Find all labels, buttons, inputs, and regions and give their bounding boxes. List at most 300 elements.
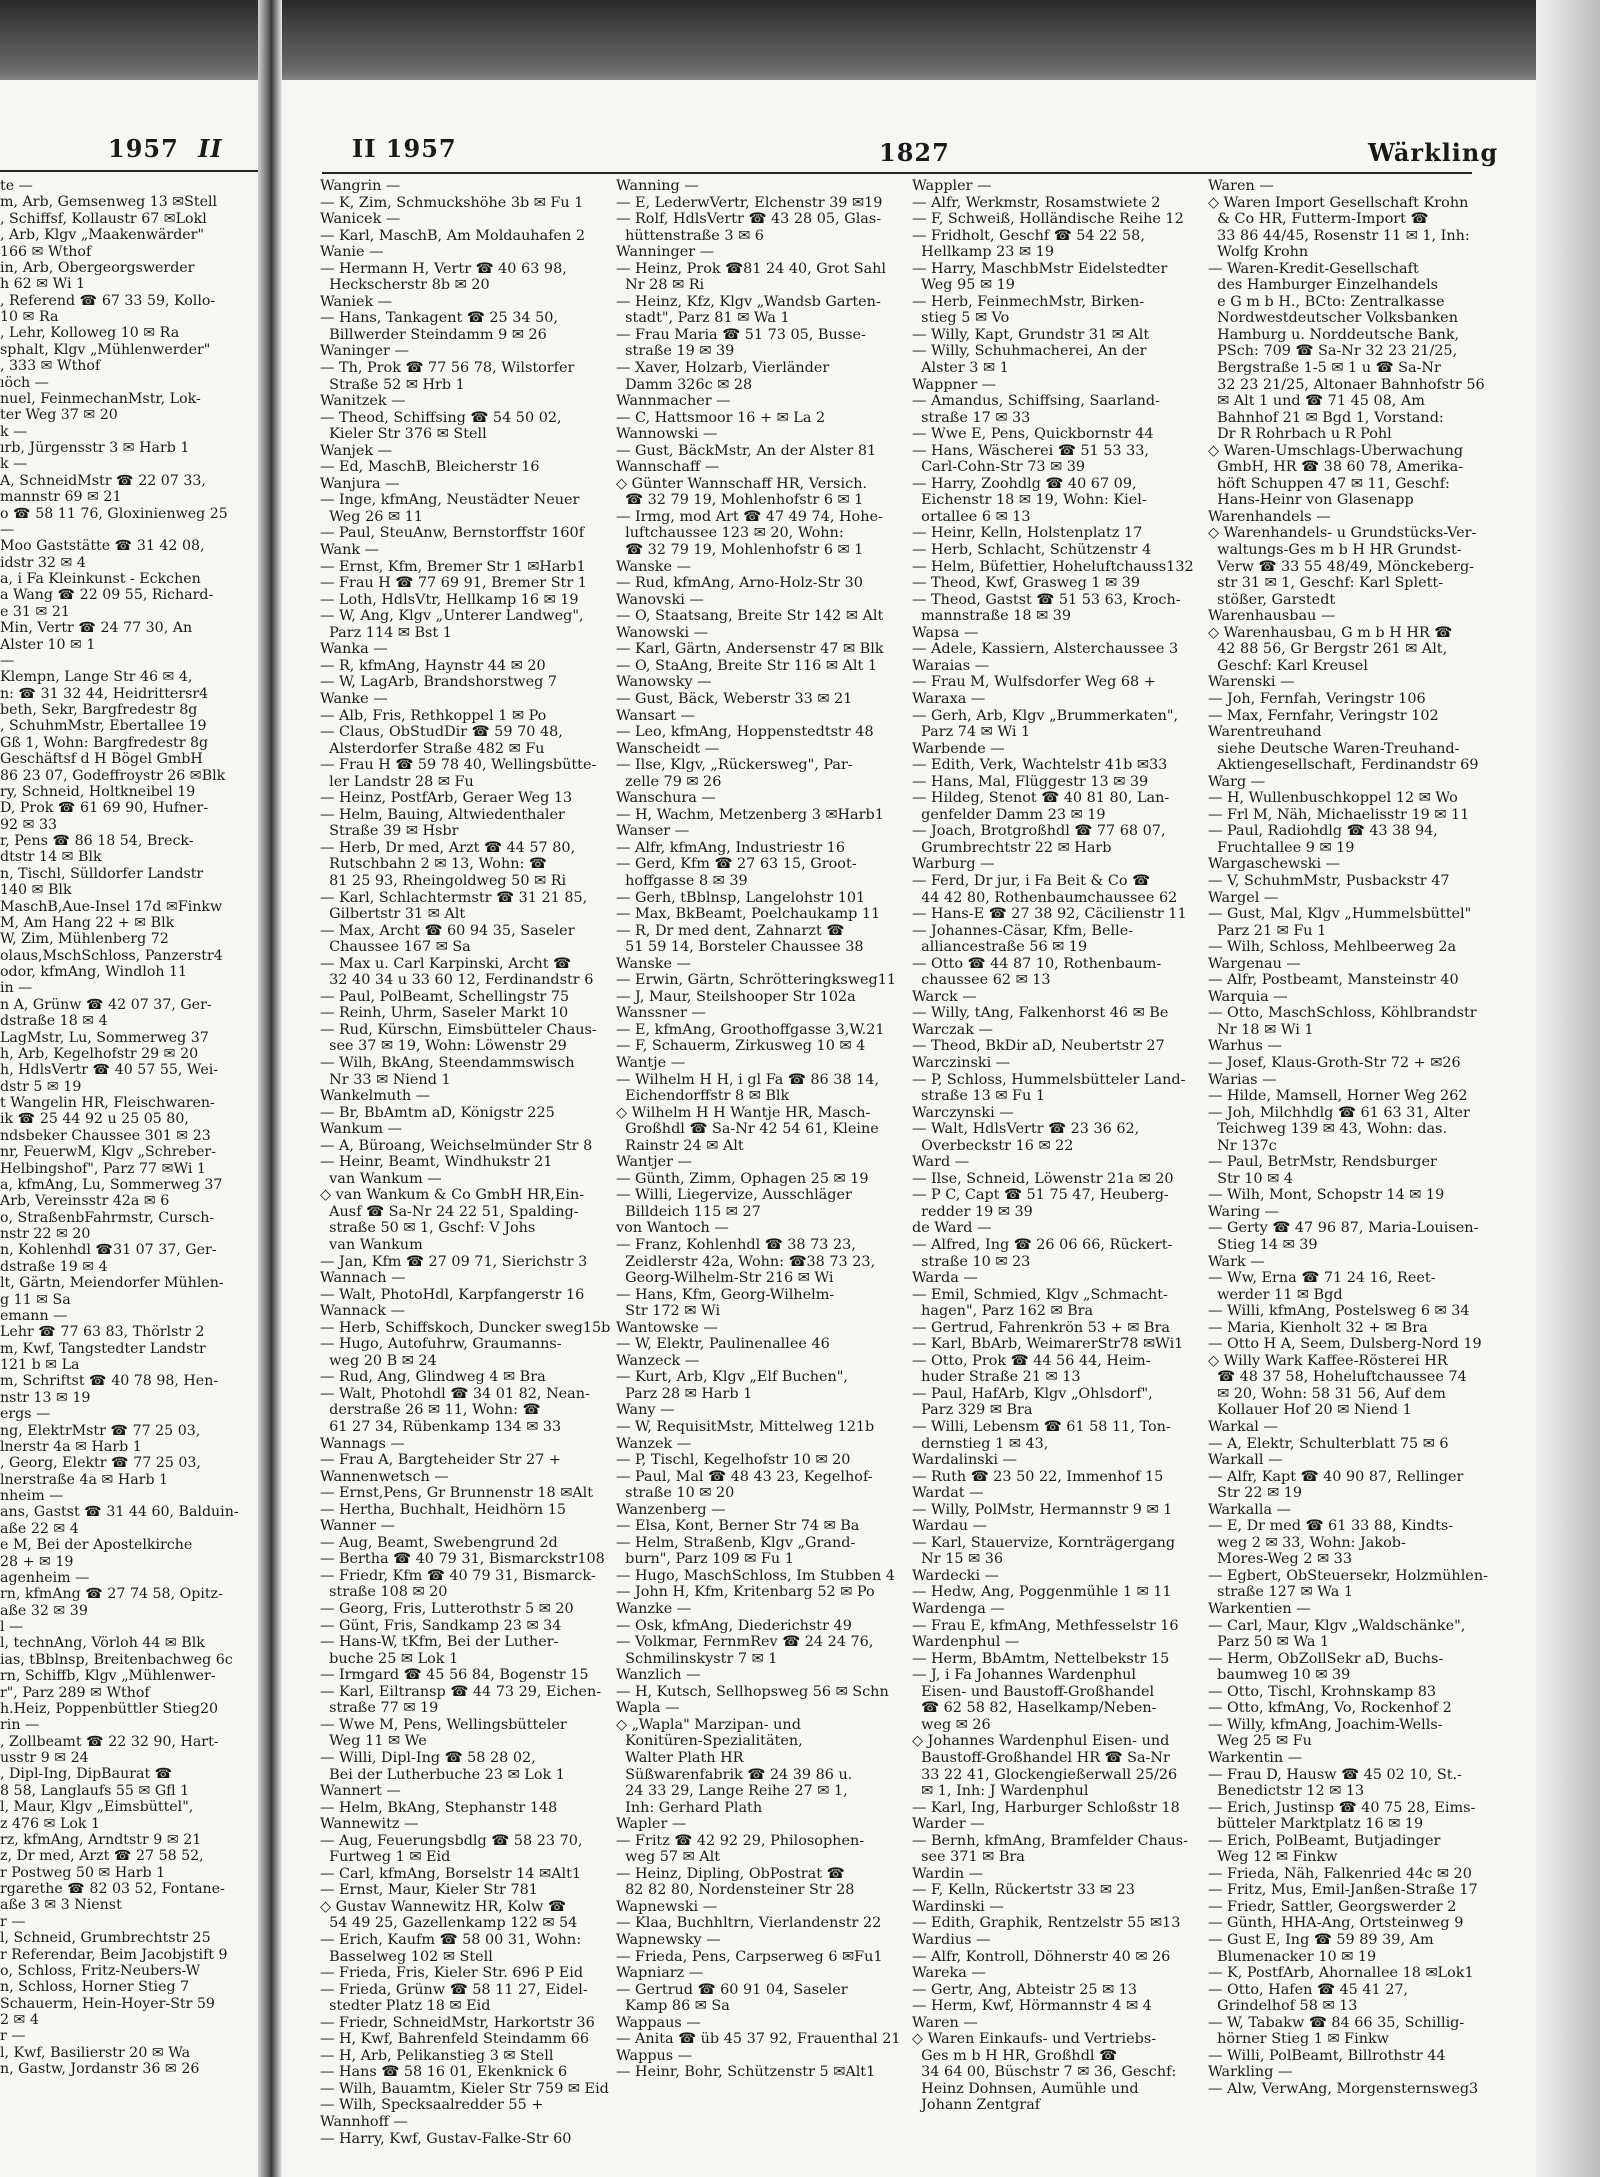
directory-entry-line: h.Heiz, Poppenbüttler Stieg20 — [0, 1700, 218, 1717]
surname-heading: ıöch — — [0, 374, 49, 391]
surname-heading: Warder — — [912, 1816, 985, 1833]
directory-entry-line: — Johannes-Cäsar, Kfm, Belle- — [912, 922, 1134, 939]
directory-entry-line: — H, Kwf, Bahrenfeld Steindamm 66 — [320, 2031, 590, 2048]
directory-entry-line: Parz 21 ✉ Fu 1 — [1208, 922, 1327, 939]
directory-entry-line: — Elsa, Kont, Berner Str 74 ✉ Ba — [616, 1518, 860, 1535]
surname-heading: Wanzlich — — [616, 1667, 701, 1684]
directory-entry-line: — Wilh, Mont, Schopstr 14 ✉ 19 — [1208, 1187, 1445, 1204]
directory-entry-line: — Walt, Photohdl ☎ 34 01 82, Nean- — [320, 1385, 590, 1402]
directory-entry-line: ◇ Günter Wannschaff HR, Versich. — [616, 475, 868, 492]
directory-entry-line: Konitüren-Spezialitäten, — [616, 1733, 803, 1750]
surname-heading: Warenski — — [1208, 674, 1295, 691]
directory-entry-line: 28 + ✉ 19 — [0, 1553, 74, 1570]
directory-entry-line: — Wilh, BkAng, Steendammswisch — [320, 1054, 575, 1071]
directory-entry-line: Klempn, Lange Str 46 ✉ 4, — [0, 669, 193, 686]
surname-heading: Wanzke — — [616, 1601, 692, 1618]
directory-entry-line: nstr 13 ✉ 19 — [0, 1389, 91, 1406]
left-header-rule — [0, 170, 258, 172]
directory-entry-line: — Kurt, Arb, Klgv „Elf Buchen", — [616, 1369, 848, 1386]
directory-entry-line: Schmilinskystr 7 ✉ 1 — [616, 1650, 778, 1667]
directory-entry-line: Hamburg u. Norddeutsche Bank, — [1208, 326, 1460, 343]
directory-entry-line: bütteler Marktplatz 16 ✉ 19 — [1208, 1816, 1424, 1833]
directory-entry-line: — Ww, Erna ☎ 71 24 16, Reet- — [1208, 1270, 1436, 1287]
directory-entry-line: aße 22 ✉ 4 — [0, 1520, 79, 1537]
directory-entry-line: 10 ✉ Ra — [0, 309, 59, 325]
surname-heading: emann — — [0, 1307, 68, 1324]
directory-entry-line: — Friedr, SchneidMstr, Harkortstr 36 — [320, 2014, 595, 2031]
directory-entry-line: Overbeckstr 16 ✉ 22 — [912, 1137, 1074, 1154]
directory-entry-line: Dr R Rohrbach u R Pohl — [1208, 426, 1392, 443]
directory-entry-line: o, Schloss, Fritz-Neubers-W — [0, 1962, 201, 1979]
book-right-edge — [1536, 0, 1600, 2177]
directory-entry-line: — Hildeg, Stenot ☎ 40 81 80, Lan- — [912, 790, 1170, 807]
surname-heading: von Wantoch — — [616, 1220, 729, 1237]
surname-heading: Wanscheidt — — [616, 740, 720, 757]
directory-entry-line: Grumbrechtstr 22 ✉ Harb — [912, 839, 1112, 856]
surname-heading: Wanner — — [320, 1518, 396, 1535]
directory-entry-line: , SchuhmMstr, Ebertallee 19 — [0, 718, 207, 735]
directory-entry-line: 42 88 56, Gr Bergstr 261 ✉ Alt, — [1208, 641, 1448, 658]
directory-entry-line: Eisen- und Baustoff-Großhandel — [912, 1683, 1155, 1700]
left-page-column — [0, 178, 252, 2078]
directory-entry-line: — Herb, Schlacht, Schützenstr 4 — [912, 542, 1152, 559]
directory-entry-line: Warentreuhand — [1208, 724, 1322, 741]
surname-heading: agenheim — — [0, 1569, 90, 1586]
directory-entry-line: höft Schuppen 47 ✉ 11, Geschf: — [1208, 475, 1450, 492]
directory-entry-line: e G m b H., BCto: Zentralkasse — [1208, 293, 1445, 310]
directory-entry-line: — Friedr, Kfm ☎ 40 79 31, Bismarck- — [320, 1567, 596, 1584]
surname-heading: Wanowsky — — [616, 674, 712, 691]
surname-heading: Wardinski — — [912, 1898, 1004, 1915]
directory-entry-line: — Hans-W, tKfm, Bei der Luther- — [320, 1634, 559, 1651]
directory-entry-line: l, Schneid, Grumbrechtstr 25 — [0, 1930, 211, 1947]
surname-heading: Warkal — — [1208, 1419, 1278, 1436]
directory-entry-line: — Leo, kfmAng, Hoppenstedtstr 48 — [616, 724, 874, 741]
directory-entry-line: — Karl, Stauervize, Kornträgergang — [912, 1534, 1176, 1551]
directory-entry-line: — Alfr, Kapt ☎ 40 90 87, Rellinger — [1208, 1468, 1464, 1485]
surname-heading: Wannmacher — — [616, 393, 731, 410]
directory-entry-line: — Wilhelm H H, i gl Fa ☎ 86 38 14, — [616, 1071, 880, 1088]
directory-entry-line: — Otto, Tischl, Krohnskamp 83 — [1208, 1683, 1437, 1700]
directory-entry-line: ik ☎ 25 44 92 u 25 05 80, — [0, 1111, 189, 1128]
directory-entry-line: Ausf ☎ Sa-Nr 24 22 51, Spalding- — [320, 1203, 579, 1220]
directory-entry-line: — Egbert, ObSteuersekr, Holzmühlen- — [1208, 1567, 1488, 1584]
directory-entry-line: aße 3 ✉ 3 Nienst — [0, 1897, 122, 1914]
directory-entry-line: — Hermann H, Vertr ☎ 40 63 98, — [320, 260, 567, 277]
surname-heading: te — — [0, 178, 33, 194]
directory-entry-line: ✉ 20, Wohn: 58 31 56, Auf dem — [1208, 1385, 1446, 1402]
directory-entry-line: Alsterdorfer Straße 482 ✉ Fu — [320, 740, 545, 757]
directory-entry-line: rn, Schiffb, Klgv „Mühlenwer- — [0, 1668, 216, 1685]
directory-entry-line: — Fridholt, Geschf ☎ 54 22 58, — [912, 227, 1145, 244]
directory-entry-line: Nr 137c — [1208, 1137, 1277, 1154]
directory-entry-line: Zeidlerstr 42a, Wohn: ☎38 73 23, — [616, 1253, 876, 1270]
directory-entry-line: ias, tBblnsp, Breitenbachweg 6c — [0, 1651, 233, 1668]
surname-heading: Wanschura — — [616, 790, 716, 807]
directory-entry-line: Kollauer Hof 20 ✉ Niend 1 — [1208, 1402, 1412, 1419]
directory-entry-line: Hellkamp 23 ✉ 19 — [912, 244, 1054, 261]
directory-entry-line: Geschf: Karl Kreusel — [1208, 657, 1368, 674]
directory-entry-line: — Alfr, Kontroll, Döhnerstr 40 ✉ 26 — [912, 1948, 1171, 1965]
directory-entry-line: — Willi, PolBeamt, Billrothstr 44 — [1208, 2047, 1446, 2064]
directory-entry-line: r Referendar, Beim Jacobjstift 9 — [0, 1946, 228, 1963]
directory-entry-line: ◇ van Wankum & Co GmbH HR,Ein- — [320, 1187, 585, 1204]
directory-entry-line: ◇ Waren Import Gesellschaft Krohn — [1208, 194, 1469, 211]
directory-entry-line: — Klaa, Buchhltrn, Vierlandenstr 22 — [616, 1915, 882, 1932]
directory-entry-line: — Th, Prok ☎ 77 56 78, Wilstorfer — [320, 360, 575, 377]
directory-entry-line: Damm 326c ✉ 28 — [616, 376, 753, 393]
directory-entry-line: 33 86 44/45, Rosenstr 11 ✉ 1, Inh: — [1208, 227, 1470, 244]
directory-entry-line: Blumenacker 10 ✉ 19 — [1208, 1948, 1377, 1965]
directory-entry-line: Alster 3 ✉ 1 — [912, 360, 1009, 377]
directory-entry-line: 140 ✉ Blk — [0, 882, 72, 899]
surname-heading: Wappler — — [912, 178, 992, 194]
directory-entry-line: — J, Maur, Steilshooper Str 102a — [616, 988, 856, 1005]
directory-entry-line: — Ernst, Maur, Kieler Str 781 — [320, 1882, 538, 1899]
directory-entry-line: Weg 26 ✉ 11 — [320, 508, 423, 525]
surname-heading: Wappner — — [912, 376, 997, 393]
surname-heading: Wany — — [616, 1402, 675, 1419]
surname-heading: Wanie — — [320, 244, 384, 261]
directory-entry-line: Verw ☎ 33 55 48/49, Mönckeberg- — [1208, 558, 1475, 575]
directory-entry-line: — Anita ☎ üb 45 37 92, Frauenthal 21 — [616, 2031, 901, 2048]
directory-entry-line: — Paul, Radiohdlg ☎ 43 38 94, — [1208, 823, 1438, 840]
directory-entry-line: Rutschbahn 2 ✉ 13, Wohn: ☎ — [320, 856, 547, 873]
directory-entry-line: — Frl M, Näh, Michaelisstr 19 ✉ 11 — [1208, 806, 1470, 823]
directory-entry-line: straße 127 ✉ Wa 1 — [1208, 1584, 1354, 1601]
surname-heading: Wannack — — [320, 1303, 405, 1320]
directory-entry-line: e 31 ✉ 21 — [0, 603, 70, 620]
directory-entry-line: — Hugo, MaschSchloss, Im Stubben 4 — [616, 1567, 895, 1584]
surname-heading: Wargenau — — [1208, 955, 1301, 972]
directory-entry-line: — Xaver, Holzarb, Vierländer — [616, 360, 830, 377]
directory-entry-line: — Rud, Ang, Glindweg 4 ✉ Bra — [320, 1369, 546, 1386]
surname-heading: Wark — — [1208, 1253, 1265, 1270]
right-header-left: II 1957 — [352, 134, 457, 163]
directory-entry-line: — Heinr, Bohr, Schützenstr 5 ✉Alt1 — [616, 2064, 876, 2081]
directory-entry-line: 86 23 07, Godeffroystr 26 ✉Blk — [0, 767, 226, 784]
directory-entry-line: lnerstr 4a ✉ Harb 1 — [0, 1438, 142, 1455]
directory-entry-line: mannstraße 18 ✉ 39 — [912, 608, 1072, 625]
surname-heading: Wanke — — [320, 690, 388, 707]
directory-entry-line: — Willy, PolMstr, Hermannstr 9 ✉ 1 — [912, 1501, 1173, 1518]
directory-entry-line: — Bernh, kfmAng, Bramfelder Chaus- — [912, 1832, 1189, 1849]
directory-entry-line: PSch: 709 ☎ Sa-Nr 32 23 21/25, — [1208, 343, 1458, 360]
surname-heading: Warck — — [912, 988, 977, 1005]
directory-entry-line: Gilbertstr 31 ✉ Alt — [320, 906, 466, 923]
surname-heading: Wardenga — — [912, 1601, 1005, 1618]
directory-entry-line: weg 57 ✉ Alt — [616, 1849, 721, 1866]
directory-entry-line: — Willy, Schuhmacherei, An der — [912, 343, 1147, 360]
surname-heading: Waraias — — [912, 657, 990, 674]
directory-entry-line: — Heinz, Prok ☎81 24 40, Grot Sahl — [616, 260, 887, 277]
directory-entry-line: — Joh, Fernfah, Veringstr 106 — [1208, 690, 1426, 707]
directory-entry-line: ☎ 32 79 19, Mohlenhofstr 6 ✉ 1 — [616, 492, 864, 509]
directory-entry-line: Carl-Cohn-Str 73 ✉ 39 — [912, 459, 1086, 476]
directory-entry-line: — R, kfmAng, Haynstr 44 ✉ 20 — [320, 657, 546, 674]
directory-entry-line: dstraße 18 ✉ 4 — [0, 1013, 108, 1030]
directory-entry-line: ng, ElektrMstr ☎ 77 25 03, — [0, 1422, 201, 1439]
surname-heading: l — — [0, 1619, 24, 1635]
surname-heading: — — [0, 652, 15, 669]
directory-entry-line: — Frieda, Pens, Carpserweg 6 ✉Fu1 — [616, 1948, 883, 1965]
directory-entry-line: — Karl, Gärtn, Andersenstr 47 ✉ Blk — [616, 641, 884, 658]
directory-entry-line: 32 40 34 u 33 60 12, Ferdinandstr 6 — [320, 972, 594, 989]
directory-entry-line: Parz 28 ✉ Harb 1 — [616, 1385, 753, 1402]
directory-entry-line: Parz 114 ✉ Bst 1 — [320, 624, 452, 641]
directory-entry-line: n A, Grünw ☎ 42 07 37, Ger- — [0, 996, 212, 1013]
directory-entry-line: — Herb, FeinmechMstr, Birken- — [912, 293, 1145, 310]
surname-heading: Wannert — — [320, 1783, 401, 1800]
directory-entry-line: — Emil, Schmied, Klgv „Schmacht- — [912, 1286, 1168, 1303]
directory-entry-line: straße 10 ✉ 20 — [616, 1485, 735, 1502]
directory-entry-line: — Ernst, Kfm, Bremer Str 1 ✉Harb1 — [320, 558, 586, 575]
surname-heading: Wanzeck — — [616, 1352, 700, 1369]
directory-entry-line: nstr 22 ✉ 20 — [0, 1226, 91, 1242]
directory-entry-line: idstr 32 ✉ 4 — [0, 554, 86, 571]
directory-entry-line: huder Straße 21 ✉ 13 — [912, 1369, 1081, 1386]
directory-entry-line: Großhdl ☎ Sa-Nr 42 54 61, Kleine — [616, 1121, 879, 1138]
directory-entry-line: ☎ 48 37 58, Hoheluftchaussee 74 — [1208, 1369, 1467, 1386]
directory-entry-line: — Rud, Kürschn, Eimsbütteler Chaus- — [320, 1021, 597, 1038]
directory-entry-line: 44 42 80, Rothenbaumchaussee 62 — [912, 889, 1178, 906]
directory-entry-line: — Frau H ☎ 77 69 91, Bremer Str 1 — [320, 575, 587, 592]
surname-heading: Wanzenberg — — [616, 1501, 726, 1518]
directory-entry-line: 33 22 41, Glockengießerwall 25/26 — [912, 1766, 1178, 1783]
directory-entry-line: Ges m b H HR, Großhdl ☎ — [912, 2047, 1118, 2064]
directory-entry-line: — Walt, PhotoHdl, Karpfangerstr 16 — [320, 1286, 585, 1303]
directory-entry-line: — Georg, Fris, Lutterothstr 5 ✉ 20 — [320, 1601, 574, 1618]
directory-entry-line: straße 17 ✉ 33 — [912, 409, 1031, 426]
directory-entry-line: — Rolf, HdlsVertr ☎ 43 28 05, Glas- — [616, 211, 882, 228]
directory-entry-line: — Bertha ☎ 40 79 31, Bismarckstr108 — [320, 1551, 605, 1568]
directory-entry-line: dernstieg 1 ✉ 43, — [912, 1435, 1049, 1452]
directory-entry-line: — Herb, Schiffskoch, Duncker sweg15b — [320, 1319, 610, 1336]
directory-entry-line: r", Parz 289 ✉ Wthof — [0, 1684, 150, 1701]
left-page — [0, 80, 258, 2177]
directory-entry-line: — Herb, Dr med, Arzt ☎ 44 57 80, — [320, 839, 576, 856]
directory-entry-line: — W, Ang, Klgv „Unterer Landweg", — [320, 608, 584, 625]
directory-entry-line: buche 25 ✉ Lok 1 — [320, 1650, 459, 1667]
directory-entry-line: — Hilde, Mamsell, Horner Weg 262 — [1208, 1088, 1468, 1105]
directory-entry-line: Kamp 86 ✉ Sa — [616, 1998, 730, 2015]
surname-heading: Warkall — — [1208, 1452, 1283, 1469]
directory-entry-line: ☎ 32 79 19, Mohlenhofstr 6 ✉ 1 — [616, 542, 864, 559]
surname-heading: Wanske — — [616, 558, 691, 575]
directory-entry-line: — Joach, Brotgroßhdl ☎ 77 68 07, — [912, 823, 1166, 840]
directory-entry-line: o ☎ 58 11 76, Gloxinienweg 25 — [0, 505, 228, 522]
directory-entry-line: hüttenstraße 3 ✉ 6 — [616, 227, 764, 244]
directory-entry-line: Süßwarenfabrik ☎ 24 39 86 u. — [616, 1766, 853, 1783]
directory-entry-line: , Lehr, Kolloweg 10 ✉ Ra — [0, 325, 180, 342]
directory-entry-line: — Hugo, Autofuhrw, Graumanns- — [320, 1336, 562, 1353]
directory-entry-line: Eichendorffstr 8 ✉ Blk — [616, 1088, 790, 1105]
directory-entry-line: l, Kwf, Basilierstr 20 ✉ Wa — [0, 2044, 191, 2061]
directory-entry-line: Stieg 14 ✉ 39 — [1208, 1237, 1318, 1253]
directory-entry-line: van Wankum — [320, 1237, 423, 1253]
directory-entry-line: n, Kohlenhdl ☎31 07 37, Ger- — [0, 1242, 217, 1259]
directory-entry-line: — Josef, Klaus-Groth-Str 72 + ✉26 — [1208, 1054, 1461, 1071]
surname-heading: Wanka — — [320, 641, 388, 658]
directory-entry-line: — Gust, Mal, Klgv „Hummelsbüttel" — [1208, 906, 1472, 923]
directory-entry-line: — C, Hattsmoor 16 + ✉ La 2 — [616, 409, 826, 426]
surname-heading: Wardenphul — — [912, 1634, 1020, 1651]
directory-entry-line: z 476 ✉ Lok 1 — [0, 1815, 101, 1832]
directory-entry-line: — Otto, Hafen ☎ 45 41 27, — [1208, 1981, 1409, 1998]
directory-entry-line: genfelder Damm 23 ✉ 19 — [912, 806, 1106, 823]
directory-entry-line: — Alfred, Ing ☎ 26 06 66, Rückert- — [912, 1237, 1173, 1253]
directory-entry-line: Nr 18 ✉ Wi 1 — [1208, 1021, 1314, 1038]
surname-heading: Wapsa — — [912, 624, 979, 641]
directory-entry-line: & Co HR, Futterm-Import ☎ — [1208, 211, 1429, 228]
directory-entry-line: — Herm, ObZollSekr aD, Buchs- — [1208, 1650, 1444, 1667]
directory-entry-line: Wolfg Krohn — [1208, 244, 1309, 261]
surname-heading: Wansart — — [616, 707, 695, 724]
directory-entry-line: a, i Fa Kleinkunst - Eckchen — [0, 571, 201, 587]
surname-heading: Warczynski — — [912, 1104, 1014, 1121]
directory-entry-line: straße 10 ✉ 23 — [912, 1253, 1031, 1270]
directory-entry-line: — Günth, Zimm, Ophagen 25 ✉ 19 — [616, 1170, 869, 1187]
directory-entry-line: str 31 ✉ 1, Geschf: Karl Splett- — [1208, 575, 1444, 592]
surname-heading: Warenhausbau — — [1208, 608, 1336, 625]
directory-entry-line: — Carl, Maur, Klgv „Waldschänke", — [1208, 1617, 1466, 1634]
directory-entry-line: Nordwestdeutscher Volksbanken — [1208, 310, 1458, 327]
directory-entry-line: — Theod, Schiffsing ☎ 54 50 02, — [320, 409, 562, 426]
directory-entry-line: — Hans-E ☎ 27 38 92, Cäcilienstr 11 — [912, 906, 1187, 923]
directory-entry-line: — Claus, ObStudDir ☎ 59 70 48, — [320, 724, 563, 741]
surname-heading: Wannags — — [320, 1435, 405, 1452]
directory-entry-line: — Herm, BbAmtm, Nettelbekstr 15 — [912, 1650, 1170, 1667]
directory-entry-line: luftchaussee 123 ✉ 20, Wohn: — [616, 525, 844, 542]
left-header-volume: II — [198, 134, 223, 163]
directory-entry-line: odor, kfmAng, Windloh 11 — [0, 964, 188, 980]
directory-entry-line: — Frau D, Hausw ☎ 45 02 10, St.- — [1208, 1766, 1462, 1783]
directory-entry-line: o, StraßenbFahrmstr, Cursch- — [0, 1209, 215, 1226]
directory-entry-line: — Paul, Mal ☎ 48 43 23, Kegelhof- — [616, 1468, 873, 1485]
directory-entry-line: LagMstr, Lu, Sommerweg 37 — [0, 1029, 209, 1046]
directory-entry-line: — Alb, Fris, Rethkoppel 1 ✉ Po — [320, 707, 547, 724]
directory-entry-line: rgarethe ☎ 82 03 52, Fontane- — [0, 1881, 225, 1897]
surname-heading: Wardalinski — — [912, 1452, 1017, 1469]
directory-entry-line: Bei der Lutherbuche 23 ✉ Lok 1 — [320, 1766, 565, 1783]
directory-entry-line: ortallee 6 ✉ 13 — [912, 508, 1031, 525]
surname-heading: Wantjer — — [616, 1154, 692, 1171]
directory-entry-line: — Gertrud, Fahrenkrön 53 + ✉ Bra — [912, 1319, 1170, 1336]
directory-entry-line: m, Kwf, Tangstedter Landstr — [0, 1340, 206, 1357]
directory-entry-line: — Hans, Wäscherei ☎ 51 53 33, — [912, 442, 1149, 459]
surname-heading: k — — [0, 456, 28, 473]
directory-entry-line: straße 108 ✉ 20 — [320, 1584, 448, 1601]
directory-entry-line: — Reinh, Uhrm, Saseler Markt 10 — [320, 1005, 569, 1022]
directory-entry-line: n: ☎ 31 32 44, Heidrittersr4 — [0, 685, 209, 702]
surname-heading: Warkentin — — [1208, 1749, 1303, 1766]
directory-entry-line: derstraße 26 ✉ 11, Wohn: ☎ — [320, 1402, 541, 1419]
directory-entry-line: r, Pens ☎ 86 18 54, Breck- — [0, 833, 194, 849]
directory-entry-line: Str 172 ✉ Wi — [616, 1303, 721, 1320]
surname-heading: Wanske — — [616, 955, 691, 972]
directory-entry-line: — Otto, MaschSchloss, Köhlbrandstr — [1208, 1005, 1477, 1022]
directory-entry-line: z, Dr med, Arzt ☎ 27 58 52, — [0, 1848, 204, 1865]
directory-entry-line: GmbH, HR ☎ 38 60 78, Amerika- — [1208, 459, 1464, 476]
surname-heading: Waring — — [1208, 1203, 1280, 1220]
directory-entry-line: 34 64 00, Büschstr 7 ✉ 36, Geschf: — [912, 2064, 1177, 2081]
directory-entry-line: M, Am Hang 22 + ✉ Blk — [0, 914, 175, 931]
directory-entry-line: Moo Gaststätte ☎ 31 42 08, — [0, 538, 205, 555]
directory-entry-line: — V, SchuhmMstr, Pusbackstr 47 — [1208, 872, 1450, 889]
directory-entry-line: ter Weg 37 ✉ 20 — [0, 407, 118, 424]
directory-entry-line: — Helm, Büfettier, Hoheluftchauss132 — [912, 558, 1194, 575]
directory-entry-line: — Gust E, Ing ☎ 59 89 39, Am — [1208, 1931, 1434, 1948]
surname-heading: van Wankum — — [320, 1170, 442, 1187]
surname-heading: Waren — — [912, 2014, 978, 2031]
directory-entry-line: — Gerh, Arb, Klgv „Brummerkaten", — [912, 707, 1179, 724]
directory-entry-line: ◇ Warenhandels- u Grundstücks-Ver- — [1208, 525, 1477, 542]
surname-heading: Wardius — — [912, 1931, 991, 1948]
directory-entry-line: beth, Sekr, Bargfredestr 8g — [0, 702, 198, 718]
directory-entry-line: Mores-Weg 2 ✉ 33 — [1208, 1551, 1352, 1568]
directory-entry-line: — Willy, kfmAng, Joachim-Wells- — [1208, 1716, 1443, 1733]
surname-heading: Wanjek — — [320, 442, 393, 459]
directory-entry-line: Str 10 ✉ 4 — [1208, 1170, 1293, 1187]
directory-entry-line: ◇ Waren-Umschlags-Überwachung — [1208, 442, 1464, 459]
surname-heading: r — — [0, 2028, 26, 2045]
directory-entry-line: Inh: Gerhard Plath — [616, 1799, 763, 1816]
directory-entry-line: dstraße 19 ✉ 4 — [0, 1258, 108, 1275]
directory-entry-line: a Wang ☎ 22 09 55, Richard- — [0, 587, 214, 604]
directory-entry-line: sphalt, Klgv „Mühlenwerder" — [0, 341, 211, 358]
directory-entry-line: ◇ Warenhausbau, G m b H HR ☎ — [1208, 624, 1453, 641]
directory-entry-line: A, SchneidMstr ☎ 22 07 33, — [0, 472, 206, 489]
directory-entry-line: — E, kfmAng, Groothoffgasse 3,W.21 — [616, 1021, 885, 1038]
surname-heading: Wannhoff — — [320, 2113, 408, 2130]
directory-entry-line: chaussee 62 ✉ 13 — [912, 972, 1051, 989]
directory-entry-line: — Max, Fernfahr, Veringstr 102 — [1208, 707, 1439, 724]
directory-entry-line: Bergstraße 1-5 ✉ 1 u ☎ Sa-Nr — [1208, 360, 1441, 377]
surname-heading: Waren — — [1208, 178, 1274, 194]
directory-entry-line: straße 13 ✉ Fu 1 — [912, 1088, 1045, 1105]
surname-heading: rin — — [0, 1717, 40, 1734]
surname-heading: Warda — — [912, 1270, 978, 1287]
directory-entry-line: Hans-Heinr von Glasenapp — [1208, 492, 1414, 509]
directory-entry-line: lt, Gärtn, Meiendorfer Mühlen- — [0, 1275, 224, 1292]
directory-entry-line: alliancestraße 56 ✉ 19 — [912, 939, 1088, 956]
directory-entry-line: Walter Plath HR — [616, 1749, 744, 1766]
surname-heading: de Ward — — [912, 1220, 992, 1237]
surname-heading: Ward — — [912, 1154, 970, 1171]
directory-entry-line: m, Arb, Gemsenweg 13 ✉Stell — [0, 194, 218, 211]
directory-entry-line: see 37 ✉ 19, Wohn: Löwenstr 29 — [320, 1038, 567, 1055]
directory-entry-line: — Carl, kfmAng, Borselstr 14 ✉Alt1 — [320, 1865, 582, 1882]
surname-heading: Wantje — — [616, 1054, 686, 1071]
directory-entry-line: 51 59 14, Borsteler Chaussee 38 — [616, 939, 864, 956]
surname-heading: Wanser — — [616, 823, 690, 840]
surname-heading: Wanning — — [616, 178, 699, 194]
directory-entry-line: Gß 1, Wohn: Bargfredestr 8g — [0, 734, 209, 751]
directory-entry-line: — Harry, MaschbMstr Eidelstedter — [912, 260, 1168, 277]
surname-heading: Warczak — — [912, 1021, 993, 1038]
directory-entry-line: Heckscherstr 8b ✉ 20 — [320, 277, 490, 294]
directory-entry-line: Furtweg 1 ✉ Eid — [320, 1849, 451, 1866]
directory-entry-line: — Wwe E, Pens, Quickbornstr 44 — [912, 426, 1154, 443]
surname-heading: Wannschaff — — [616, 459, 720, 476]
directory-entry-line: Parz 50 ✉ Wa 1 — [1208, 1634, 1330, 1651]
directory-entry-line: — Paul, HafArb, Klgv „Ohlsdorf", — [912, 1385, 1153, 1402]
directory-entry-line: ◇ Gustav Wannewitz HR, Kolw ☎ — [320, 1898, 566, 1915]
directory-entry-line: h 62 ✉ Wi 1 — [0, 276, 86, 293]
directory-entry-line: n, Tischl, Sülldorfer Landstr — [0, 865, 204, 882]
directory-entry-line: ✉ 1, Inh: J Wardenphul — [912, 1783, 1089, 1800]
directory-column-2 — [616, 178, 906, 2081]
